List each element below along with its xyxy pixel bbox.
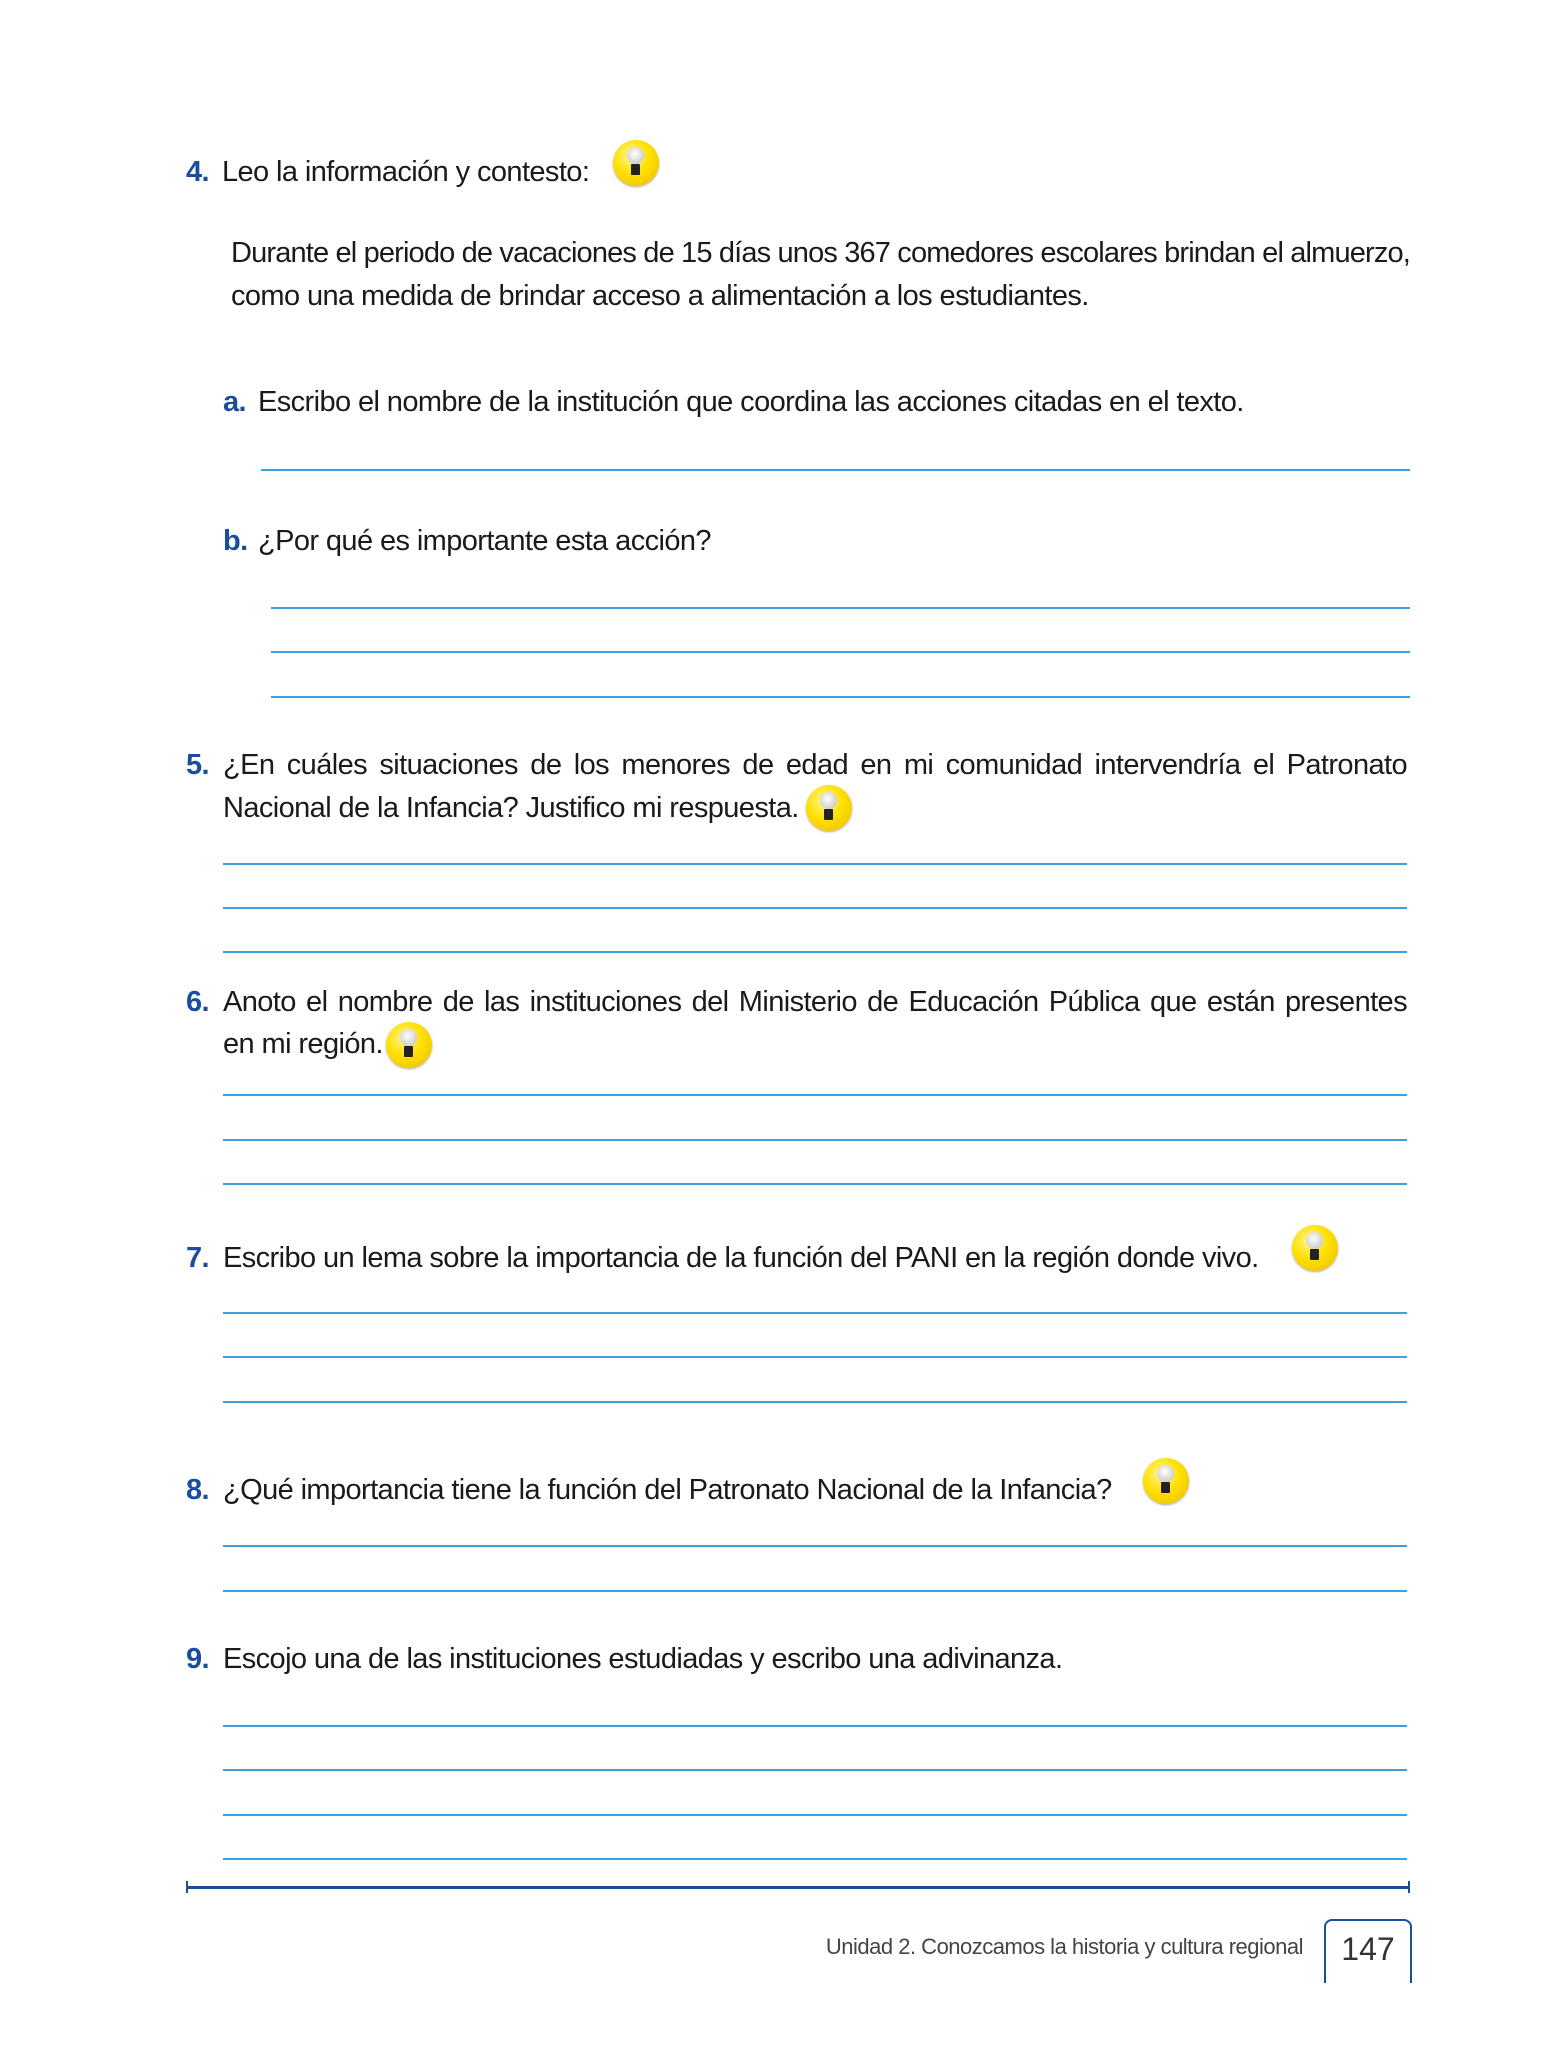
answer-line[interactable] — [223, 1183, 1407, 1185]
answer-line[interactable] — [261, 469, 1410, 471]
answer-line[interactable] — [223, 1814, 1407, 1816]
question-number: 9. — [186, 1643, 209, 1675]
answer-line[interactable] — [271, 607, 1410, 609]
subquestion-text: Escribo el nombre de la institución que coordina las acciones citadas en el texto. — [258, 386, 1244, 418]
page-number: 147 — [1324, 1919, 1412, 1983]
answer-line[interactable] — [223, 1725, 1407, 1727]
question-number: 7. — [186, 1242, 209, 1274]
question-text: Nacional de la Infancia? Justifico mi respuesta. — [223, 792, 799, 824]
answer-line[interactable] — [223, 1312, 1407, 1314]
rule-end-tick — [186, 1881, 188, 1893]
answer-line[interactable] — [223, 1590, 1407, 1592]
answer-line[interactable] — [223, 1094, 1407, 1096]
answer-line[interactable] — [223, 1356, 1407, 1358]
answer-line[interactable] — [223, 1545, 1407, 1547]
answer-line[interactable] — [223, 1401, 1407, 1403]
info-paragraph-line: Durante el periodo de vacaciones de 15 días unos 367 comedores escolares brindan el almuerzo, — [231, 237, 1410, 269]
question-text: Escribo un lema sobre la importancia de la función del PANI en la región donde vivo. — [223, 1242, 1259, 1274]
question-number: 8. — [186, 1474, 209, 1506]
question-text: en mi región. — [223, 1028, 383, 1060]
answer-line[interactable] — [223, 951, 1407, 953]
answer-line[interactable] — [223, 1769, 1407, 1771]
lightbulb-icon — [386, 1022, 432, 1068]
question-text: ¿Qué importancia tiene la función del Patronato Nacional de la Infancia? — [223, 1474, 1112, 1506]
answer-line[interactable] — [223, 863, 1407, 865]
question-number: 4. — [186, 156, 209, 188]
subquestion-letter: b. — [223, 525, 248, 557]
subquestion-text: ¿Por qué es importante esta acción? — [258, 525, 711, 557]
rule-end-tick — [1408, 1881, 1410, 1893]
answer-line[interactable] — [223, 907, 1407, 909]
question-text: Leo la información y contesto: — [222, 156, 590, 188]
unit-title: Unidad 2. Conozcamos la historia y cultura regional — [825, 1934, 1303, 1959]
question-text: Anoto el nombre de las instituciones del Ministerio de Educación Pública que están presentes — [223, 986, 1407, 1018]
lightbulb-icon — [1143, 1458, 1189, 1504]
question-text: Escojo una de las instituciones estudiadas y escribo una adivinanza. — [223, 1643, 1063, 1675]
lightbulb-icon — [1292, 1225, 1338, 1271]
lightbulb-icon — [806, 785, 852, 831]
question-number: 6. — [186, 986, 209, 1018]
lightbulb-icon — [613, 140, 659, 186]
info-paragraph-line: como una medida de brindar acceso a alimentación a los estudiantes. — [231, 280, 1089, 312]
footer-rule — [186, 1886, 1410, 1889]
question-number: 5. — [186, 749, 209, 781]
subquestion-letter: a. — [223, 386, 246, 418]
answer-line[interactable] — [223, 1139, 1407, 1141]
question-text: ¿En cuáles situaciones de los menores de edad en mi comunidad intervendría el Patronato — [223, 749, 1407, 781]
answer-line[interactable] — [223, 1858, 1407, 1860]
answer-line[interactable] — [271, 651, 1410, 653]
answer-line[interactable] — [271, 696, 1410, 698]
